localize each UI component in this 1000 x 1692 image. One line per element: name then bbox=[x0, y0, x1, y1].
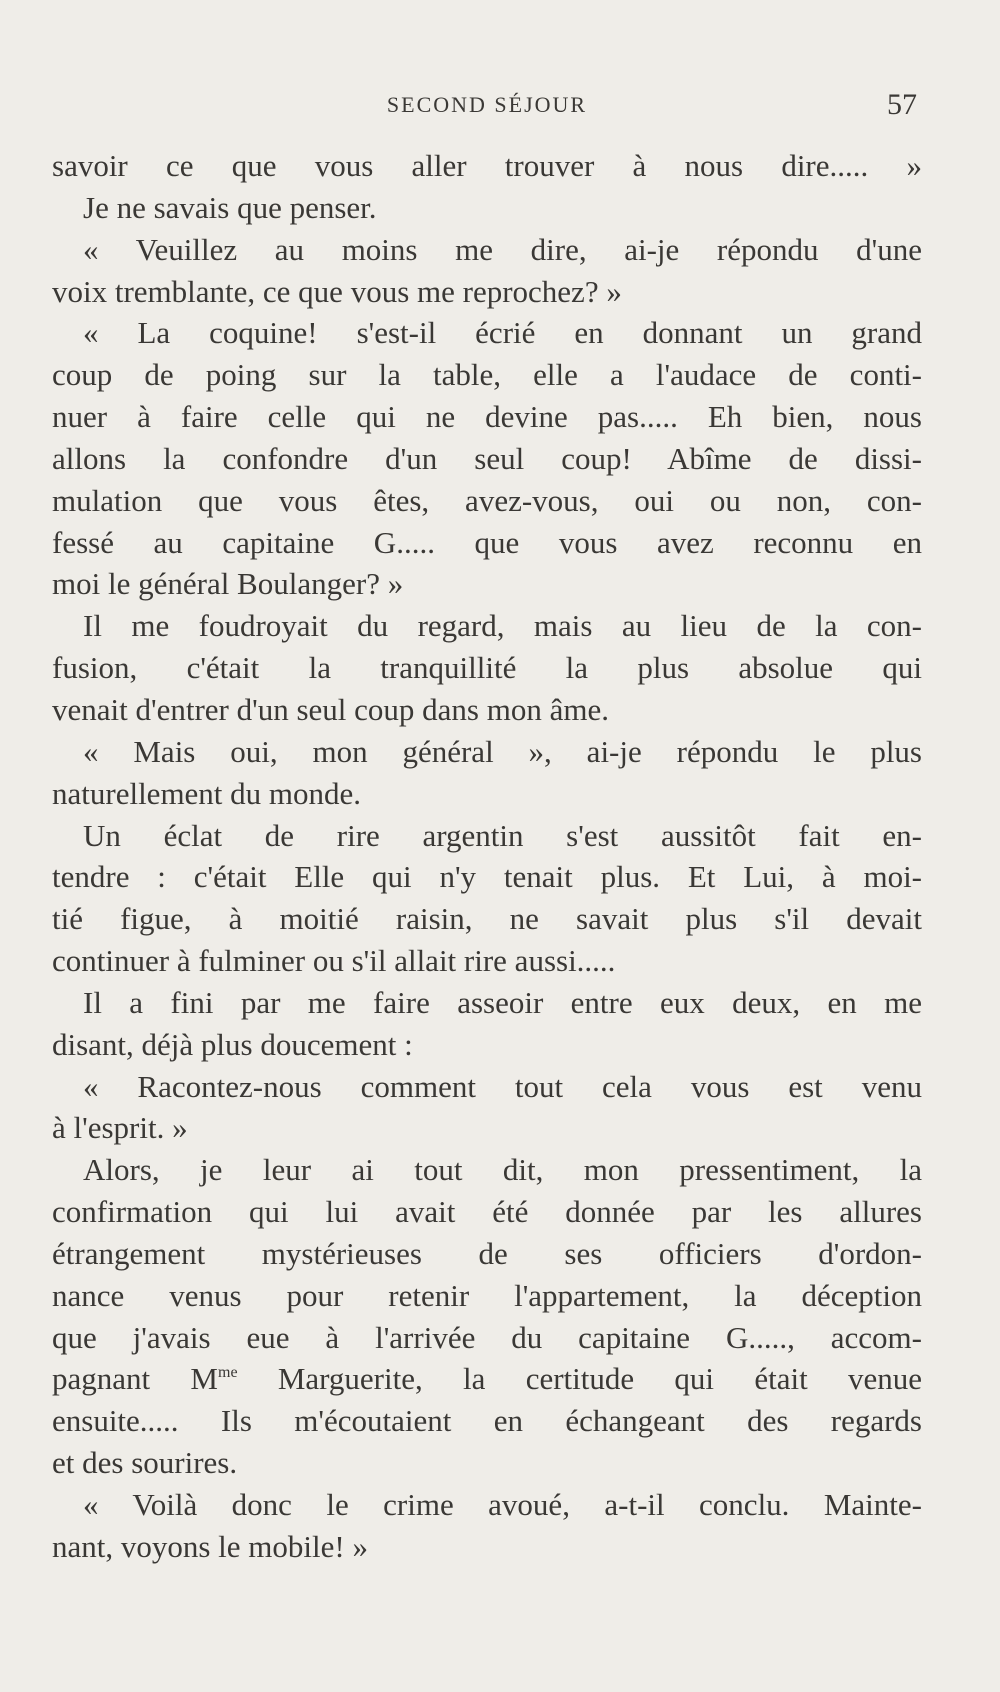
text-line: et des sourires. bbox=[52, 1445, 238, 1481]
text-line: fusion, c'était la tranquillité la plus absolue qui bbox=[52, 650, 922, 686]
text-span: pagnant M bbox=[52, 1361, 218, 1397]
text-line: moi le général Boulanger? » bbox=[52, 566, 404, 602]
text-line: Je ne savais que penser. bbox=[83, 189, 377, 225]
text-line: mulation que vous êtes, avez-vous, oui ou non, con- bbox=[52, 482, 922, 518]
text-line: disant, déjà plus doucement : bbox=[52, 1026, 413, 1062]
text-line: voix tremblante, ce que vous me reprochez? » bbox=[52, 273, 622, 309]
text-line: nant, voyons le mobile! » bbox=[52, 1528, 368, 1564]
text-line: « Mais oui, mon général », ai-je répondu le plus bbox=[83, 733, 922, 769]
text-line: « Voilà donc le crime avoué, a-t-il conclu. Mainte- bbox=[83, 1487, 922, 1522]
text-span: Marguerite, la certitude qui était venue bbox=[237, 1361, 922, 1397]
text-line: confirmation qui lui avait été donnée par les allures bbox=[52, 1194, 922, 1230]
text-line: « Racontez-nous comment tout cela vous est venu bbox=[83, 1068, 922, 1104]
text-line: « Veuillez au moins me dire, ai-je répondu d'une bbox=[83, 231, 922, 267]
text-line: continuer à fulminer ou s'il allait rire aussi..... bbox=[52, 943, 616, 979]
text-line: Il me foudroyait du regard, mais au lieu de la con- bbox=[83, 608, 922, 644]
text-line: Un éclat de rire argentin s'est aussitôt fait en- bbox=[83, 817, 922, 853]
page-number: 57 bbox=[887, 88, 917, 121]
superscript-abbreviation: me bbox=[218, 1364, 238, 1382]
text-line: ensuite..... Ils m'écoutaient en échangeant des regards bbox=[52, 1403, 922, 1439]
text-line: fessé au capitaine G..... que vous avez reconnu en bbox=[52, 524, 922, 560]
body-text bbox=[52, 145, 922, 1568]
text-line: naturellement du monde. bbox=[52, 775, 362, 811]
running-header bbox=[52, 88, 922, 128]
text-line: Il a fini par me faire asseoir entre eux deux, en me bbox=[83, 984, 922, 1020]
running-title: SECOND SÉJOUR bbox=[386, 92, 588, 117]
text-line: tié figue, à moitié raisin, ne savait plus s'il devait bbox=[52, 901, 922, 937]
text-line: Alors, je leur ai tout dit, mon pressentiment, la bbox=[83, 1152, 922, 1188]
text-line: « La coquine! s'est-il écrié en donnant un grand bbox=[83, 315, 922, 351]
text-line: à l'esprit. » bbox=[52, 1110, 188, 1146]
text-line: tendre : c'était Elle qui n'y tenait plus. Et Lui, à moi- bbox=[52, 859, 922, 895]
text-line: venait d'entrer d'un seul coup dans mon âme. bbox=[52, 691, 609, 727]
text-line: nance venus pour retenir l'appartement, la déception bbox=[52, 1277, 922, 1313]
text-line: coup de poing sur la table, elle a l'audace de conti- bbox=[52, 357, 922, 393]
text-line: savoir ce que vous aller trouver à nous dire..... » bbox=[52, 148, 922, 183]
text-line: nuer à faire celle qui ne devine pas..... Eh bien, nous bbox=[52, 399, 922, 435]
text-line: que j'avais eue à l'arrivée du capitaine G....., accom- bbox=[52, 1319, 922, 1355]
text-line: allons la confondre d'un seul coup! Abîme de dissi- bbox=[52, 440, 922, 476]
text-line bbox=[52, 1358, 922, 1400]
text-line: étrangement mystérieuses de ses officiers d'ordon- bbox=[52, 1235, 922, 1271]
